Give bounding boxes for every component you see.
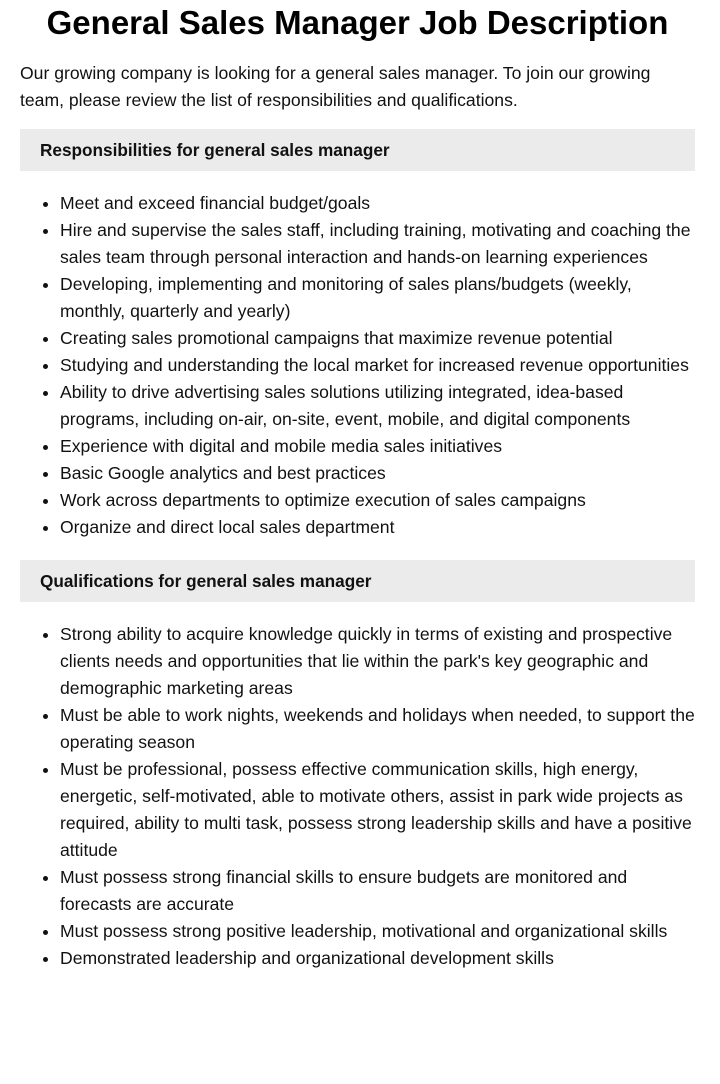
list-item: • Must possess strong positive leadership, motivational and organizational skills (60, 918, 695, 945)
list-item: • Work across departments to optimize execution of sales campaigns (60, 487, 695, 514)
page-title: General Sales Manager Job Description (46, 4, 669, 41)
list-item: • Developing, implementing and monitoring of sales plans/budgets (weekly, monthly, quarterly and yearly) (60, 271, 695, 325)
responsibilities-list (20, 190, 695, 541)
list-item: • Must possess strong financial skills to ensure budgets are monitored and forecasts are accurate (60, 864, 695, 918)
list-item: • Hire and supervise the sales staff, including training, motivating and coaching the sales team through personal interaction and hands-on learning experiences (60, 217, 695, 271)
list-item: • Meet and exceed financial budget/goals (60, 190, 695, 217)
qualifications-heading: Qualifications for general sales manager (20, 560, 695, 602)
list-item: • Experience with digital and mobile media sales initiatives (60, 433, 695, 460)
list-item: • Must be professional, possess effective communication skills, high energy, energetic, self-motivated, able to motivate others, assist in park wide projects as required, ability to multi task, possess strong leadership skills and have a positive attitude (60, 756, 695, 864)
responsibilities-heading: Responsibilities for general sales manager (20, 129, 695, 171)
list-item: • Must be able to work nights, weekends and holidays when needed, to support the operating season (60, 702, 695, 756)
list-item: • Basic Google analytics and best practices (60, 460, 695, 487)
intro-paragraph: Our growing company is looking for a general sales manager. To join our growing team, please review the list of responsibilities and qualifications. (20, 63, 651, 110)
qualifications-list (20, 621, 695, 972)
list-item: • Strong ability to acquire knowledge quickly in terms of existing and prospective clients needs and opportunities that lie within the park's key geographic and demographic marketing areas (60, 621, 695, 702)
list-item: • Ability to drive advertising sales solutions utilizing integrated, idea-based programs, including on-air, on-site, event, mobile, and digital components (60, 379, 695, 433)
list-item: • Organize and direct local sales department (60, 514, 695, 541)
list-item: • Creating sales promotional campaigns that maximize revenue potential (60, 325, 695, 352)
list-item: • Studying and understanding the local market for increased revenue opportunities (60, 352, 695, 379)
list-item: • Demonstrated leadership and organizational development skills (60, 945, 695, 972)
